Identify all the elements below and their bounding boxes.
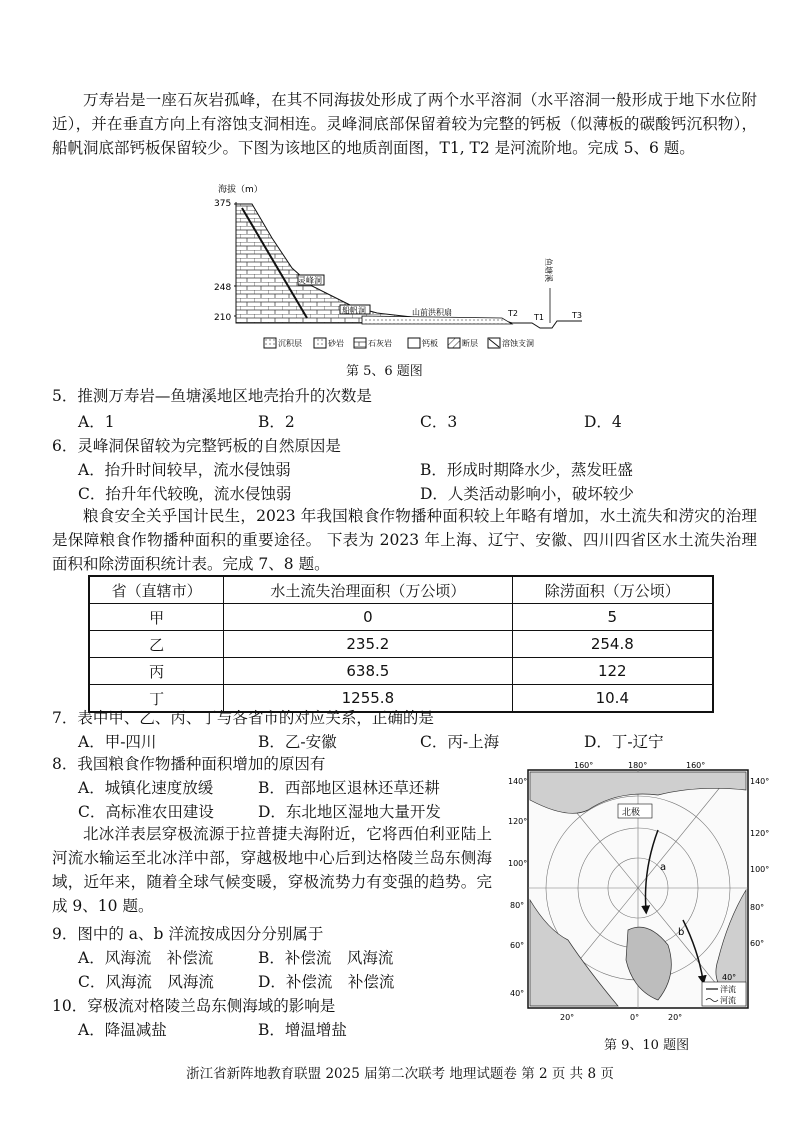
q6-option-c: C．抬升年代较晚，流水侵蚀弱 — [78, 485, 292, 503]
tick-248: 248 — [214, 283, 232, 293]
table-header: 除涝面积（万公顷） — [512, 576, 713, 604]
q8-option-c: C．高标准农田建设 — [78, 803, 214, 821]
table-cell: 235.2 — [224, 631, 512, 658]
q9-option-d: D．补偿流 补偿流 — [258, 973, 395, 991]
intro-paragraph-5-6: 万寿岩是一座石灰岩孤峰，在其不同海拔处形成了两个水平溶洞（水平溶洞一般形成于地下水位附近），并在垂直方向上有溶蚀支洞相连。灵峰洞底部保留着较为完整的钙板（似薄板的碳酸钙沉积物），船帆洞底部钙板保留较少。下图为该地区的地质剖面图，T1, T2 是河流阶地。完成 5、6 题。 — [52, 91, 757, 157]
table-header: 水土流失治理面积（万公顷） — [224, 576, 512, 604]
left-label-140: 140° — [508, 777, 528, 786]
q7-option-d: D．丁-辽宁 — [584, 733, 664, 751]
q7-option-c: C．丙-上海 — [420, 733, 500, 751]
question-7-stem: 7．表中甲、乙、丙、丁与各省市的对应关系，正确的是 — [52, 709, 434, 727]
arctic-ocean-map — [508, 760, 770, 1030]
legend-fault: 断层 — [462, 339, 478, 348]
right-label-40: 40° — [722, 973, 737, 982]
table-row — [89, 604, 713, 631]
right-label-60: 60° — [750, 939, 765, 948]
table-row — [89, 631, 713, 658]
table-cell: 5 — [512, 604, 713, 631]
geologic-cross-section-figure — [212, 178, 592, 363]
beiji-label: 北极 — [622, 808, 641, 818]
legend-current: 洋流 — [720, 985, 736, 994]
lingfeng-cave-label: 灵峰洞 — [298, 276, 322, 285]
q10-option-b: B．增温增盐 — [258, 1021, 347, 1039]
table-cell: 丙 — [89, 658, 224, 685]
q6-option-d: D．人类活动影响小，破坏较少 — [420, 485, 634, 503]
left-label-100: 100° — [508, 859, 528, 868]
current-b-label: b — [678, 927, 685, 938]
top-label-180: 180° — [628, 761, 648, 770]
q6-option-b: B．形成时期降水少，蒸发旺盛 — [420, 461, 633, 479]
legend-sediment: 沉积层 — [278, 339, 302, 348]
left-label-60: 60° — [510, 941, 525, 950]
table-cell: 0 — [224, 604, 512, 631]
q6-option-a: A．抬升时间较早，流水侵蚀弱 — [78, 461, 291, 479]
table-cell: 638.5 — [224, 658, 512, 685]
t1-label: T1 — [534, 313, 544, 322]
table-cell: 1255.8 — [224, 685, 512, 713]
t2-label: T2 — [508, 309, 518, 318]
legend-calcium-plate: 钙板 — [422, 339, 438, 348]
map-caption: 第 9、10 题图 — [604, 1038, 690, 1053]
q9-option-c: C．风海流 风海流 — [78, 973, 214, 991]
t3-label: T3 — [572, 311, 582, 320]
q8-option-a: A．城镇化速度放缓 — [78, 779, 214, 797]
left-label-80: 80° — [510, 901, 525, 910]
right-label-140: 140° — [750, 777, 770, 786]
legend-limestone: 石灰岩 — [368, 339, 392, 348]
table-cell: 乙 — [89, 631, 224, 658]
question-5-stem: 5．推测万寿岩—鱼塘溪地区地壳抬升的次数是 — [52, 387, 372, 405]
q5-option-c: C．3 — [420, 413, 458, 431]
table-cell: 254.8 — [512, 631, 713, 658]
page-footer: 浙江省新阵地教育联盟 2025 届第二次联考 地理试题卷 第 2 页 共 8 页 — [186, 1066, 614, 1082]
q8-option-b: B．西部地区退林还草还耕 — [258, 779, 440, 797]
chuanfan-cave-label: 船帆洞 — [342, 306, 366, 315]
legend-river: 河流 — [720, 996, 736, 1005]
y-axis-label: 海拔（m） — [218, 185, 263, 195]
sediment-layer — [362, 316, 512, 324]
q7-option-a: A．甲-四川 — [78, 733, 157, 751]
table-cell: 甲 — [89, 604, 224, 631]
left-label-120: 120° — [508, 817, 528, 826]
legend-dissolution-branch: 溶蚀支洞 — [502, 339, 534, 348]
intro-paragraph-7-8: 粮食安全关乎国计民生，2023 年我国粮食作物播种面积较上年略有增加，水土流失和涝灾的治理是保障粮食作物播种面积的重要途径。 下表为 2023 年上海、辽宁、安徽、四川四省区水土流失治理面积和除涝面积统计表。完成 7、8 题。 — [52, 507, 757, 573]
table-row — [89, 658, 713, 685]
top-label-160w: 160° — [574, 761, 594, 770]
q5-option-a: A．1 — [78, 413, 115, 431]
right-label-100: 100° — [750, 865, 770, 874]
q5-option-d: D．4 — [584, 413, 622, 431]
bottom-label-20e: 20° — [668, 1013, 683, 1022]
question-6-stem: 6．灵峰洞保留较为完整钙板的自然原因是 — [52, 437, 341, 455]
alluvium-label: 山前洪积扇 — [412, 308, 452, 317]
river-valley — [512, 321, 582, 328]
table-header: 省（直辖市） — [89, 576, 224, 604]
statistics-table — [88, 575, 714, 713]
figure-1-caption: 第 5、6 题图 — [346, 364, 423, 379]
right-label-120: 120° — [750, 829, 770, 838]
tick-375: 375 — [214, 199, 232, 209]
table-cell: 10.4 — [512, 685, 713, 713]
limestone-peak — [236, 204, 512, 323]
bottom-label-20w: 20° — [560, 1013, 575, 1022]
question-10-stem: 10．穿极流对格陵兰岛东侧海域的影响是 — [52, 997, 336, 1015]
q8-option-d: D．东北地区湿地大量开发 — [258, 803, 441, 821]
top-label-160e: 160° — [686, 761, 706, 770]
table-header-row — [89, 576, 713, 604]
table-cell: 122 — [512, 658, 713, 685]
q9-option-b: B．补偿流 风海流 — [258, 949, 394, 967]
left-label-40: 40° — [510, 989, 525, 998]
question-8-stem: 8．我国粮食作物播种面积增加的原因有 — [52, 755, 326, 773]
q5-option-b: B．2 — [258, 413, 295, 431]
intro-paragraph-9-10: 北冰洋表层穿极流源于拉普捷夫海附近，它将西伯利亚陆上河流水输运至北冰洋中部，穿越极地中心后到达格陵兰岛东侧海域，近年来，随着全球气候变暖，穿极流势力有变强的趋势。完成 9、10 题。 — [52, 825, 492, 915]
q9-option-a: A．风海流 补偿流 — [78, 949, 214, 967]
table-cell: 丁 — [89, 685, 224, 713]
tick-210: 210 — [214, 313, 232, 323]
river-label: 鱼塘溪 — [544, 258, 553, 282]
q7-option-b: B．乙-安徽 — [258, 733, 337, 751]
bottom-label-0: 0° — [630, 1013, 640, 1022]
question-9-stem: 9．图中的 a、b 洋流按成因分分别属于 — [52, 925, 324, 943]
figure-legend — [264, 338, 534, 348]
q10-option-a: A．降温减盐 — [78, 1021, 167, 1039]
legend-sandstone: 砂岩 — [328, 339, 344, 348]
current-a-label: a — [660, 862, 667, 873]
right-label-80: 80° — [750, 903, 765, 912]
